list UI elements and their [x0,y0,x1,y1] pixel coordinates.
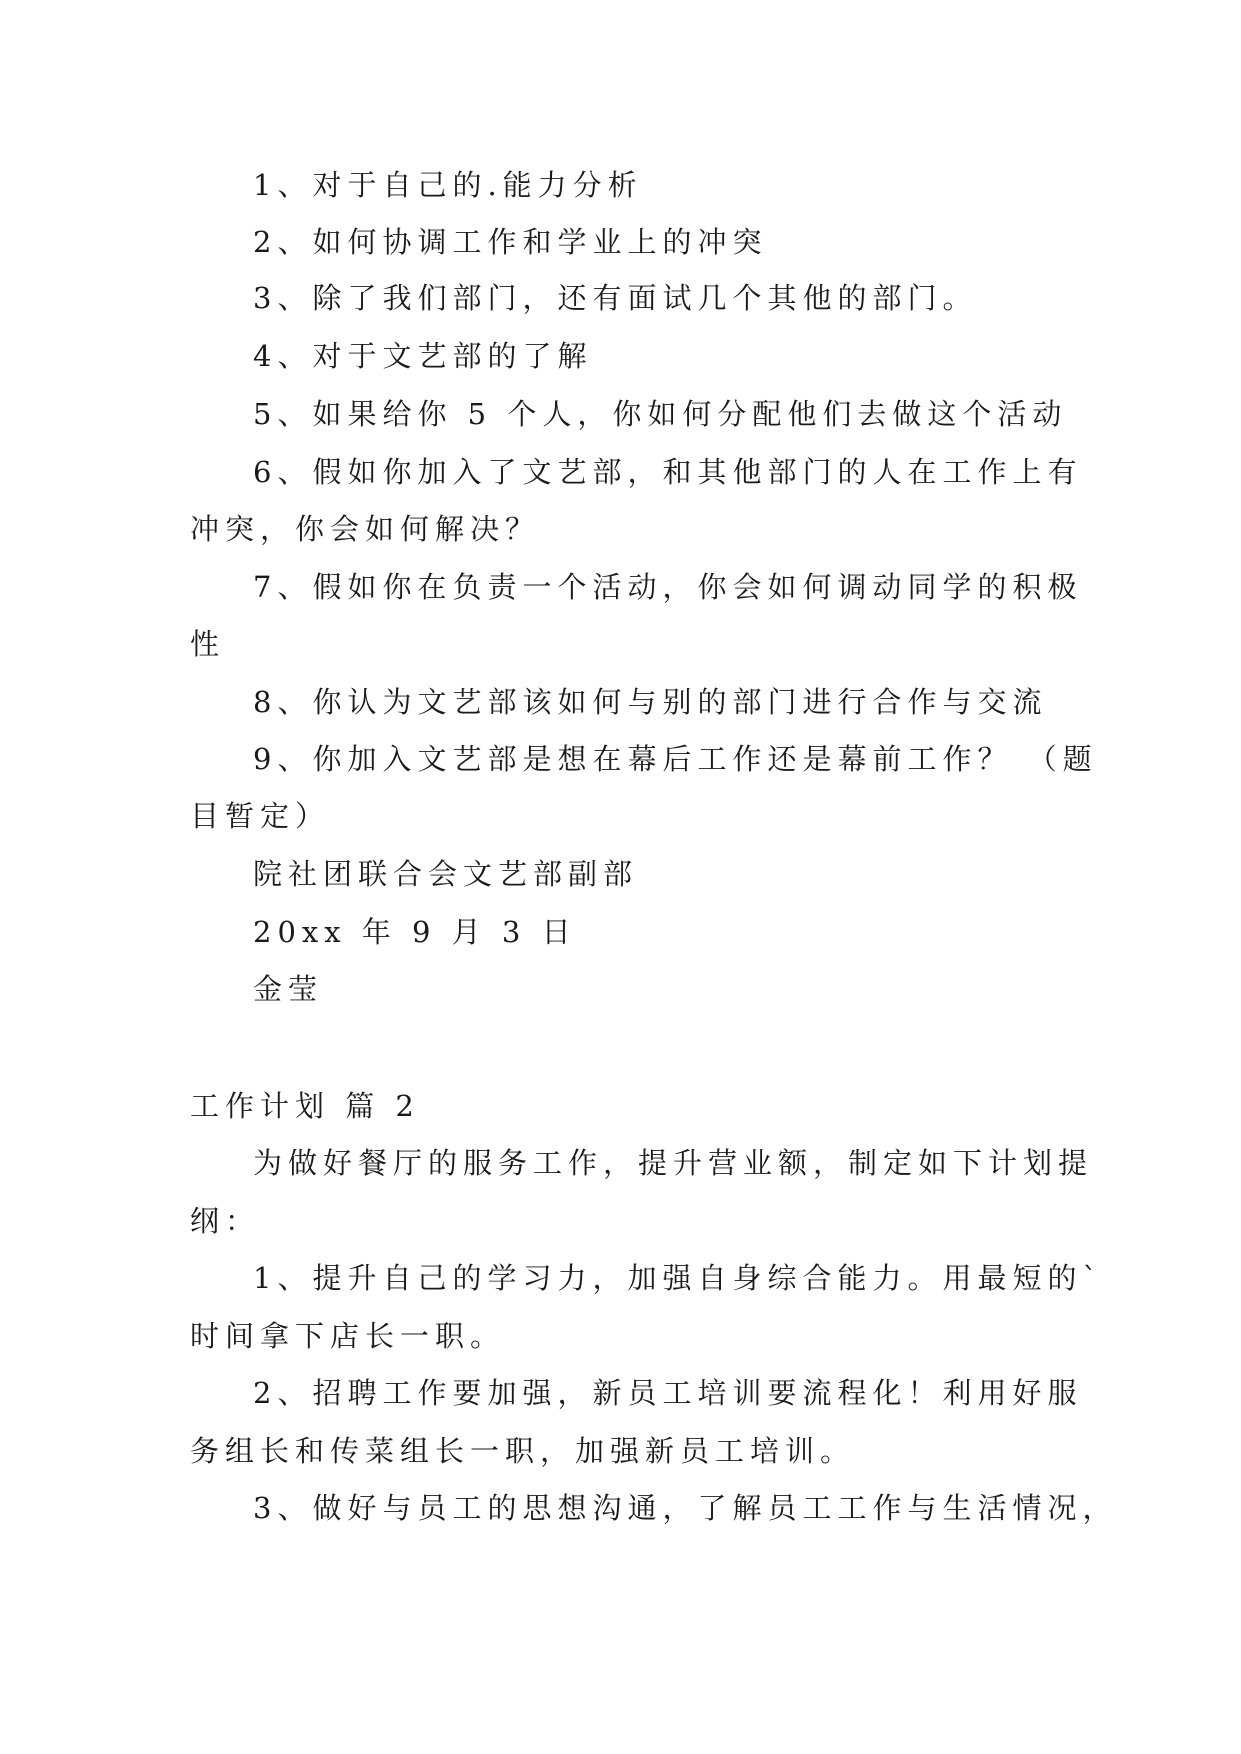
question-2: 2、如何协调工作和学业上的冲突 [253,225,768,259]
question-1: 1、对于自己的.能力分析 [253,168,643,202]
question-3: 3、除了我们部门，还有面试几个其他的部门。 [253,281,978,315]
question-7-line-1: 7、假如你在负责一个活动，你会如何调动同学的积极 [253,570,1083,604]
intro-line-1: 为做好餐厅的服务工作，提升营业额，制定如下计划提 [253,1146,1094,1180]
question-5: 5、如果给你 5 个人，你如何分配他们去做这个活动 [253,397,1068,431]
plan-item-2-line-1: 2、招聘工作要加强，新员工培训要流程化！利用好服 [253,1376,1083,1410]
plan-item-3-line-1: 3、做好与员工的思想沟通，了解员工工作与生活情况， [253,1491,1118,1525]
question-6-line-2: 冲突，你会如何解决？ [190,512,541,546]
question-8: 8、你认为文艺部该如何与别的部门进行合作与交流 [253,685,1048,719]
signature-date: 20xx 年 9 月 3 日 [253,915,577,949]
signature-org: 院社团联合会文艺部副部 [253,857,639,891]
question-4: 4、对于文艺部的了解 [253,339,593,373]
section-heading: 工作计划 篇 2 [190,1089,420,1123]
question-9-line-2: 目暂定） [190,799,331,833]
signature-name: 金莹 [253,972,324,1006]
plan-item-2-line-2: 务组长和传菜组长一职，加强新员工培训。 [190,1434,856,1468]
question-7-line-2: 性 [190,627,226,661]
intro-line-2: 纲： [190,1204,261,1238]
plan-item-1-line-2: 时间拿下店长一职。 [190,1319,506,1353]
question-6-line-1: 6、假如你加入了文艺部，和其他部门的人在工作上有 [253,455,1083,489]
plan-item-1-line-1: 1、提升自己的学习力，加强自身综合能力。用最短的` [253,1261,1103,1295]
question-9-line-1: 9、你加入文艺部是想在幕后工作还是幕前工作？ （题 [253,742,1098,776]
